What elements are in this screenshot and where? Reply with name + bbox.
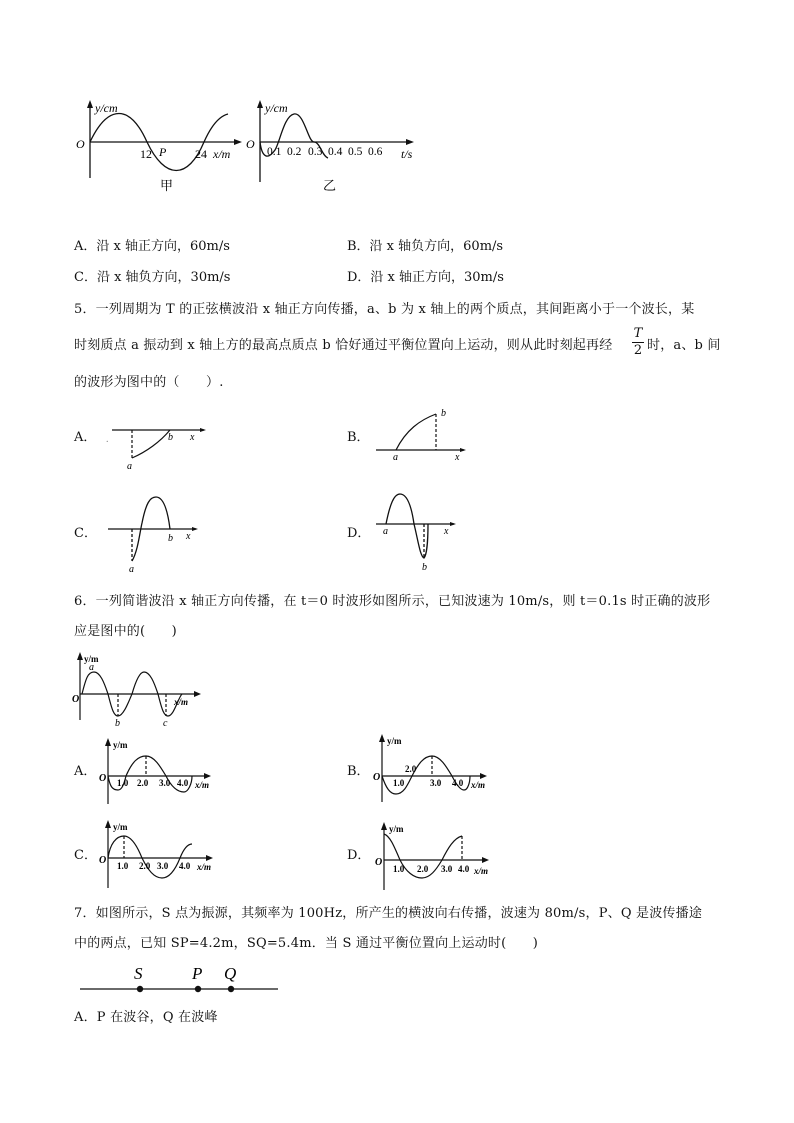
q5-fraction xyxy=(632,326,644,359)
q6c-t30: 3.0 xyxy=(157,861,169,871)
q6-main-figure xyxy=(70,650,210,729)
q6b-ylabel: y/m xyxy=(387,736,402,746)
q6a-t40: 4.0 xyxy=(177,778,189,788)
q5b-x: x xyxy=(455,452,460,463)
yi-caption: 乙 xyxy=(323,178,337,193)
q6c-ylabel: y/m xyxy=(113,822,128,832)
q5d-a: a xyxy=(383,526,388,537)
q7-stem-line1: 7．如图所示，S 点为振源，其频率为 100Hz，所产生的横波向右传播，波速为 80m/s，P、Q 是波传播途 xyxy=(74,906,703,921)
q6-option-b-label[interactable]: B． xyxy=(347,764,370,779)
svg-text:.: . xyxy=(106,434,109,445)
q5c-x: x xyxy=(186,531,191,542)
q4-option-c[interactable]: C．沿 x 轴负方向，30m/s xyxy=(74,270,231,285)
q5-option-c-figure[interactable] xyxy=(104,495,204,575)
yi-tick: 0.6 xyxy=(368,146,383,158)
q7-label-p: P xyxy=(192,964,203,983)
q6c-origin: O xyxy=(99,855,107,866)
yi-tick: 0.5 xyxy=(348,146,363,158)
q6-main-b: b xyxy=(115,718,120,729)
q6a-xlabel: x/m xyxy=(195,780,210,790)
yi-tick: 0.3 xyxy=(308,146,323,158)
jia-tick-24: 24 xyxy=(195,147,207,161)
jia-point-p: P xyxy=(159,145,167,159)
q5-option-b-figure[interactable] xyxy=(372,408,472,463)
q6b-t10: 1.0 xyxy=(393,778,405,788)
q5-stem-line2b: 时，a、b 间 xyxy=(647,338,721,353)
jia-ylabel: y/cm xyxy=(95,101,118,115)
yi-tick: 0.1 xyxy=(267,146,282,158)
q6-main-a: a xyxy=(89,662,94,673)
q6-main-xlabel: x/m xyxy=(174,697,189,707)
q5d-b: b xyxy=(422,562,427,573)
q6-stem-line2: 应是图中的( ) xyxy=(74,624,177,639)
q6-option-b-figure[interactable] xyxy=(370,732,496,804)
q5-option-d-label[interactable]: D． xyxy=(347,526,371,541)
figure-yi xyxy=(248,98,423,193)
q6-option-c-figure[interactable] xyxy=(96,818,222,890)
q5-option-b-label[interactable]: B． xyxy=(347,430,370,445)
yi-tick: 0.2 xyxy=(287,146,302,158)
q6b-t30: 3.0 xyxy=(430,778,442,788)
q7-option-a[interactable]: A．P 在波谷，Q 在波峰 xyxy=(74,1010,218,1025)
q6-option-c-label[interactable]: C． xyxy=(74,848,97,863)
jia-origin: O xyxy=(76,137,85,151)
q7-label-s: S xyxy=(134,964,143,983)
q5-stem-line1: 5．一列周期为 T 的正弦横波沿 x 轴正方向传播，a、b 为 x 轴上的两个质点，其间距离小于一个波长，某 xyxy=(74,302,695,317)
q5-option-d-figure[interactable] xyxy=(372,490,472,575)
q6c-xlabel: x/m xyxy=(197,862,212,872)
q6c-t40: 4.0 xyxy=(179,861,191,871)
figure-jia xyxy=(70,98,245,193)
q6c-t20: 2.0 xyxy=(139,861,151,871)
q6d-t20: 2.0 xyxy=(417,864,429,874)
q6-option-d-figure[interactable] xyxy=(372,820,498,892)
q6d-xlabel: x/m xyxy=(474,866,489,876)
q6a-t10: 1.0 xyxy=(117,778,129,788)
q5-option-a-label[interactable]: A． xyxy=(74,430,97,445)
q6-main-c: c xyxy=(163,718,168,729)
jia-xlabel: x/m xyxy=(213,147,231,161)
q6-main-ylabel: y/m xyxy=(84,654,99,664)
q5b-b: b xyxy=(441,408,446,419)
q5-stem-line2a: 时刻质点 a 振动到 x 轴上方的最高点质点 b 恰好通过平衡位置向上运动，则从此时刻起再经 xyxy=(74,338,613,353)
q6-option-a-figure[interactable] xyxy=(96,736,222,806)
q5-frac-den: 2 xyxy=(633,343,643,358)
q6b-t40: 4.0 xyxy=(452,778,464,788)
jia-caption: 甲 xyxy=(160,178,174,193)
q6b-xlabel: x/m xyxy=(471,780,486,790)
q6b-t20: 2.0 xyxy=(405,764,417,774)
q5a-x: x xyxy=(190,432,195,443)
q5b-a: a xyxy=(393,452,398,463)
jia-tick-12: 12 xyxy=(140,147,152,161)
q5-stem-line3: 的波形为图中的（ ）. xyxy=(74,375,224,390)
q6-option-a-label[interactable]: A． xyxy=(74,764,97,779)
yi-xlabel: t/s xyxy=(401,147,413,161)
q4-option-d[interactable]: D．沿 x 轴正方向，30m/s xyxy=(347,270,504,285)
q6d-t40: 4.0 xyxy=(458,864,470,874)
q6-option-d-label[interactable]: D． xyxy=(347,848,371,863)
q6a-t20: 2.0 xyxy=(137,778,149,788)
q5a-b: b xyxy=(168,432,173,443)
q6c-t10: 1.0 xyxy=(117,861,129,871)
q6-stem-line1: 6．一列简谐波沿 x 轴正方向传播，在 t＝0 时波形如图所示，已知波速为 10m/s，则 t＝0.1s 时正确的波形 xyxy=(74,594,711,609)
q7-figure xyxy=(78,960,284,1000)
q5d-x: x xyxy=(444,526,449,537)
yi-ylabel: y/cm xyxy=(265,101,288,115)
q5a-a: a xyxy=(127,461,132,472)
q6d-t10: 1.0 xyxy=(393,864,405,874)
q6a-ylabel: y/m xyxy=(113,740,128,750)
q6-main-origin: O xyxy=(72,694,80,705)
q5c-a: a xyxy=(129,564,134,575)
q7-stem-line2: 中的两点，已知 SP=4.2m，SQ=5.4m．当 S 通过平衡位置向上运动时( ) xyxy=(74,936,539,951)
q4-option-a[interactable]: A．沿 x 轴正方向，60m/s xyxy=(74,239,230,254)
q6a-origin: O xyxy=(99,773,107,784)
q6b-origin: O xyxy=(373,772,381,783)
q6a-t30: 3.0 xyxy=(159,778,171,788)
q5c-b: b xyxy=(168,533,173,544)
q6d-origin: O xyxy=(375,857,383,868)
q6d-t30: 3.0 xyxy=(441,864,453,874)
q5-option-c-label[interactable]: C． xyxy=(74,526,97,541)
yi-tick: 0.4 xyxy=(328,146,343,158)
q5-option-a-figure[interactable] xyxy=(100,420,210,475)
q4-option-b[interactable]: B．沿 x 轴负方向，60m/s xyxy=(347,239,504,254)
q7-label-q: Q xyxy=(224,964,237,983)
q5-frac-num: T xyxy=(633,326,643,341)
q6d-ylabel: y/m xyxy=(389,824,404,834)
yi-origin: O xyxy=(246,137,255,151)
